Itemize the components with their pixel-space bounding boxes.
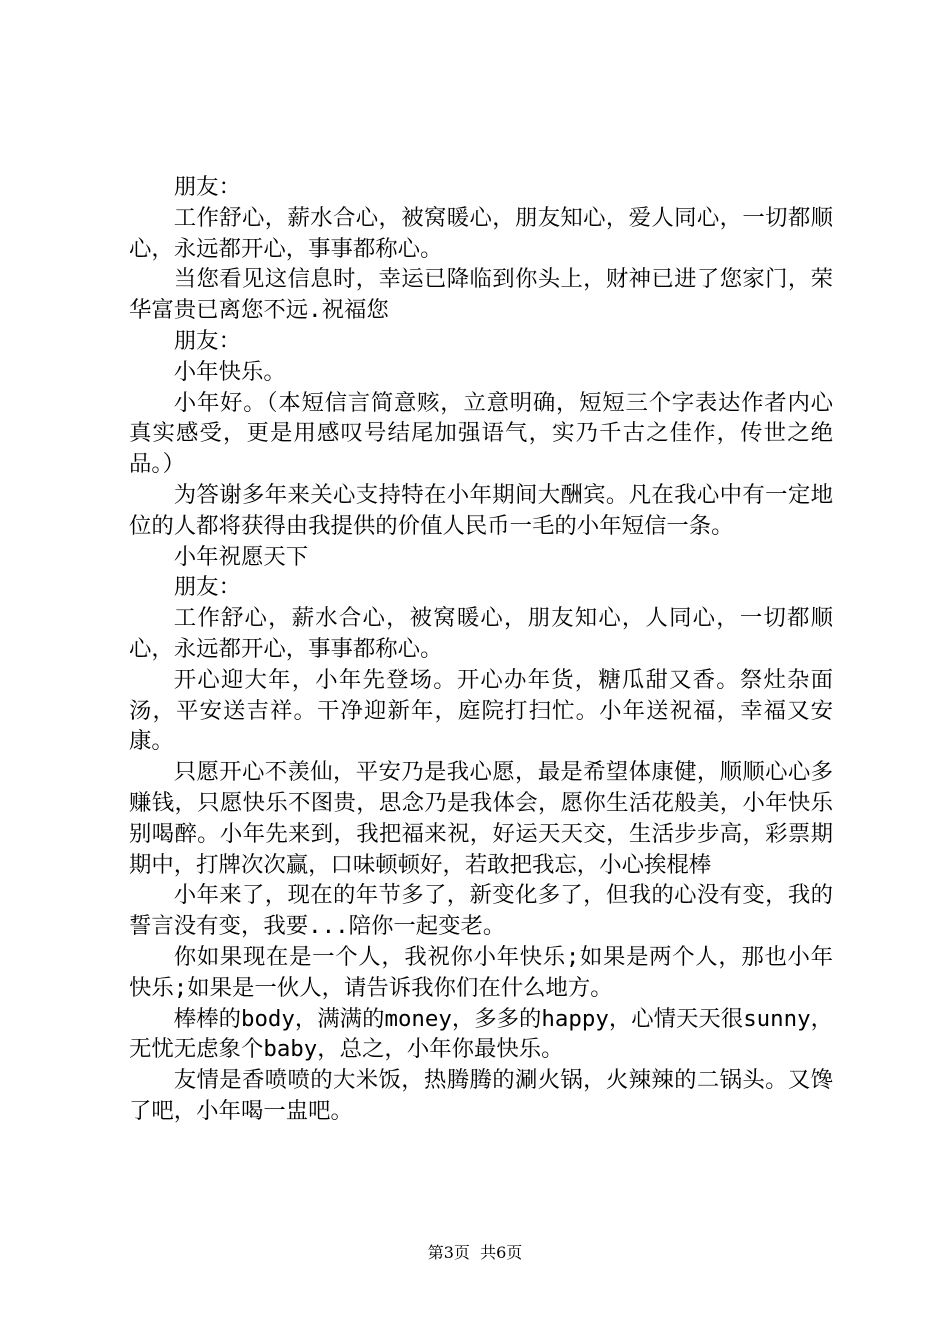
paragraph: 当您看见这信息时，幸运已降临到你头上，财神已进了您家门，荣华富贵已离您不远.祝福您 (129, 266, 833, 324)
page-number-footer: 第3页 共6页 (427, 1243, 523, 1262)
paragraph: 友情是香喷喷的大米饭，热腾腾的涮火锅，火辣辣的二锅头。又馋了吧，小年喝一盅吧。 (129, 1067, 833, 1124)
paragraph: 工作舒心，薪水合心，被窝暖心，朋友知心，人同心，一切都顺心，永远都开心，事事都称心。 (129, 605, 833, 662)
paragraph: 小年快乐。 (173, 358, 286, 385)
paragraph: 小年来了，现在的年节多了，新变化多了，但我的心没有变，我的誓言没有变，我要...陪你一起变老。 (129, 882, 833, 940)
document-body (129, 172, 833, 1127)
paragraph: 开心迎大年，小年先登场。开心办年货，糖瓜甜又香。祭灶杂面汤，平安送吉祥。干净迎新年，庭院打扫忙。小年送祝福，幸福又安康。 (129, 666, 833, 755)
paragraph: 朋友： (173, 574, 241, 601)
paragraph: 只愿开心不羡仙，平安乃是我心愿，最是希望体康健，顺顺心心多赚钱，只愿快乐不图贵，思念乃是我体会，愿你生活花般美，小年快乐别喝醉。小年先来到，我把福来祝，好运天天交，生活步步高，彩票期期中，打牌次次赢，口味顿顿好，若敢把我忘，小心挨棍棒 (129, 759, 833, 878)
paragraph: 朋友： (173, 174, 241, 200)
paragraph: 为答谢多年来关心支持特在小年期间大酬宾。凡在我心中有一定地位的人都将获得由我提供的价值人民币一毛的小年短信一条。 (129, 481, 833, 539)
paragraph: 小年好。（本短信言简意赅，立意明确，短短三个字表达作者内心真实感受，更是用感叹号结尾加强语气，实乃千古之佳作，传世之绝品。） (129, 389, 833, 478)
paragraph: 工作舒心，薪水合心，被窝暖心，朋友知心，爱人同心，一切都顺心，永远都开心，事事都称心。 (129, 204, 833, 262)
paragraph: 小年祝愿天下 (173, 543, 309, 570)
paragraph: 你如果现在是一个人，我祝你小年快乐;如果是两个人，那也小年快乐;如果是一伙人，请告诉我你们在什么地方。 (129, 943, 833, 1001)
paragraph: 棒棒的body，满满的money，多多的happy，心情天天很sunny，无忧无虑象个baby，总之，小年你最快乐。 (129, 1005, 833, 1063)
paragraph: 朋友： (173, 327, 241, 354)
